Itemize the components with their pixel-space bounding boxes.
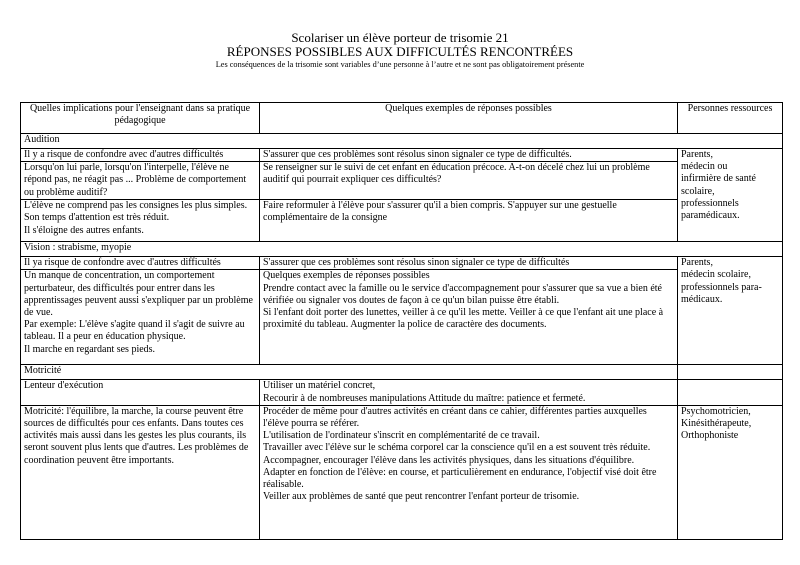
implication-cell: Lorsqu'on lui parle, lorsqu'on l'interpelle, l'élève ne répond pas, ne réagit pas ... Problème de comportement ou problème auditif? [21,162,260,200]
document-note: Les conséquences de la trisomie sont variables d’une personne à l’autre et ne sont pas obligatoirement présente [215,60,585,69]
resources-cell-audition: Parents, médecin ou infirmière de santé scolaire, professionnels paramédicaux. [678,149,783,242]
section-row-audition [21,134,783,149]
table-row [21,257,783,270]
response-cell: Utiliser un matériel concret, Recourir à de nombreuses manipulations Attitude du maître: patience et fermeté. [260,380,678,405]
response-cell: Procéder de même pour d'autres activités en créant dans ce cahier, différentes parties auxquelles l'élève pourra se référer. L'utilisation de l'ordinateur s'inscrit en complémentarité de ce travail. Travailler avec l'élève sur le schéma corporel car la conscience qu'il en a est souvent très réduite. Accompagner, encourager l'élève dans les activités physiques, dans les situations d'équilibre. Adapter en fonction de l'élève: en course, et particulièrement en endurance, l'objectif visé doit être réalisable. Veiller aux problèmes de santé que peut rencontrer l'enfant porteur de trisomie. [260,405,678,539]
implication-cell: Il y a risque de confondre avec d'autres difficultés [21,149,260,162]
section-title-vision: Vision : strabisme, myopie [21,242,783,257]
resources-cell-vision: Parents, médecin scolaire, professionnels para- médicaux. [678,257,783,365]
response-cell: S'assurer que ces problèmes sont résolus sinon signaler ce type de difficultés [260,257,678,270]
response-cell: Quelques exemples de réponses possibles Prendre contact avec la famille ou le service d'accompagnement pour s'assurer que sa vue a bien été vérifiée ou signaler vos doutes de façon à ce qu'un bilan puisse être établi. Si l'enfant doit porter des lunettes, veiller à ce qu'il les mette. Veiller à ce que l'enfant ait une place à proximité du tableau. Augmenter la police de caractère des documents. [260,270,678,365]
table-row [21,200,783,242]
resources-cell-empty [678,380,783,405]
implication-cell: L'élève ne comprend pas les consignes les plus simples. Son temps d'attention est très réduit. Il s'éloigne des autres enfants. [21,200,260,242]
implication-cell: Il ya risque de confondre avec d'autres difficultés [21,257,260,270]
response-cell: Se renseigner sur le suivi de cet enfant en éducation précoce. A-t-on décelé chez lui un problème auditif qui pourrait expliquer ces difficultés? [260,162,678,200]
resources-cell-motricite: Psychomotricien, Kinésithérapeute, Orthophoniste [678,405,783,539]
column-header-implications: Quelles implications pour l'enseignant dans sa pratique pédagogique [21,103,260,134]
table-row [21,270,783,365]
empty-cell [678,365,783,380]
section-title-audition: Audition [21,134,783,149]
column-header-responses: Quelques exemples de réponses possibles [260,103,678,134]
responses-table [20,102,783,540]
implication-cell: Un manque de concentration, un comportement perturbateur, des difficultés pour entrer dans les apprentissages peuvent aussi s'expliquer par un problème de vue. Par exemple: L'élève s'agite quand il s'agit de suivre au tableau. Il a peur en éducation physique. Il marche en regardant ses pieds. [21,270,260,365]
section-row-vision [21,242,783,257]
table-header-row [21,103,783,134]
column-header-resources: Personnes ressources [678,103,783,134]
document-header [0,31,800,70]
implication-cell: Motricité: l'équilibre, la marche, la course peuvent être sources de difficultés pour ces enfants. Dans toutes ces activités mais aussi dans les gestes les plus courants, ils seront souvent plus lents que d'autres. Les problèmes de coordination peuvent être importants. [21,405,260,539]
response-cell: S'assurer que ces problèmes sont résolus sinon signaler ce type de difficultés. [260,149,678,162]
section-row-motricite [21,365,783,380]
document-title: Scolariser un élève porteur de trisomie 21 [291,30,509,45]
section-title-motricite: Motricité [21,365,678,380]
response-cell: Faire reformuler à l'élève pour s'assurer qu'il a bien compris. S'appuyer sur une gestuelle complémentaire de la consigne [260,200,678,242]
implication-cell: Lenteur d'exécution [21,380,260,405]
document-subtitle: RÉPONSES POSSIBLES AUX DIFFICULTÉS RENCONTRÉES [226,44,574,59]
table-row [21,380,783,405]
table-row [21,405,783,539]
table-row [21,149,783,162]
table-row [21,162,783,200]
